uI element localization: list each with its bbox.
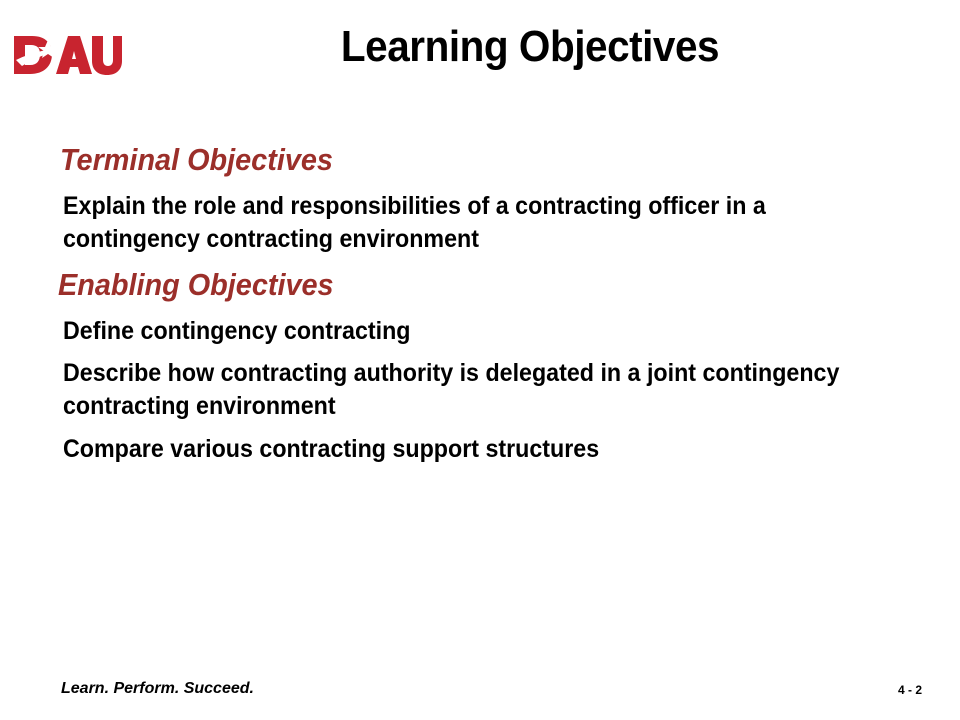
- page-number: 4 - 2: [897, 683, 922, 697]
- slide-title: Learning Objectives: [340, 22, 720, 71]
- terminal-objective-1: Explain the role and responsibilities of a contracting officer in a contingency contracting environment: [63, 192, 766, 253]
- terminal-objectives-heading: Terminal Objectives: [60, 142, 333, 177]
- enabling-objective-3: Compare various contracting support structures: [63, 435, 600, 463]
- footer-motto: Learn. Perform. Succeed.: [61, 680, 254, 697]
- enabling-objective-1: Define contingency contracting: [63, 317, 411, 345]
- enabling-objective-2: Describe how contracting authority is delegated in a joint contingency contracting environment: [63, 359, 840, 420]
- enabling-objectives-heading: Enabling Objectives: [58, 267, 334, 302]
- dau-logo: [12, 30, 122, 78]
